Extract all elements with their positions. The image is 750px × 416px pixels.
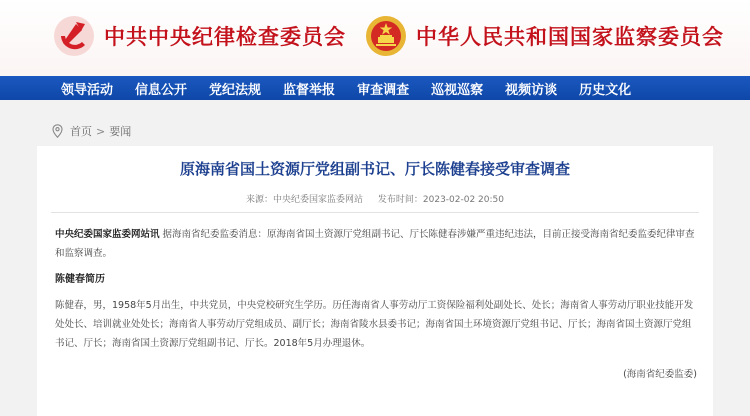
breadcrumb-current-link[interactable]: 要闻	[109, 125, 132, 138]
nav-item-info-disclosure[interactable]: 信息公开	[135, 82, 188, 98]
communist-party-emblem-icon	[52, 14, 96, 58]
breadcrumb-separator: >	[96, 124, 106, 138]
article-paragraph-2: 陈健春，男，1958年5月出生，中共党员，中央党校研究生学历。历任海南省人事劳动厅工资保险福利处副处长、处长；海南省人事劳动厅职业技能开发处处长、培训就业处处长；海南省人事劳动厅党组成员、副厅长；海南省陵水县委书记；海南省国土环境资源厅党组书记、厅长；海南省国土资源厅党组书记、厅长；海南省国土资源厅党组副书记、厅长。2018年5月办理退休。	[55, 300, 694, 349]
resume-heading: 陈健春简历	[55, 274, 105, 285]
article-source: 来源：中央纪委国家监委网站	[246, 195, 364, 205]
article-title: 原海南省国土资源厅党组副书记、厅长陈健春接受审查调查	[179, 160, 570, 178]
national-emblem-icon	[364, 14, 408, 58]
paragraph-1-text: 据海南省纪委监委消息：原海南省国土资源厅党组副书记、厅长陈健春涉嫌严重违纪违法，目前正接受海南省纪委监委纪律审查和监察调查。	[55, 229, 695, 259]
article-card	[37, 146, 713, 416]
nav-item-inspection[interactable]: 巡视巡察	[431, 82, 484, 98]
article-paragraph-1	[55, 225, 695, 263]
nav-item-report[interactable]: 监督举报	[283, 82, 336, 98]
brand-left[interactable]	[52, 14, 346, 58]
article-source-footer: (海南省纪委监委)	[623, 369, 697, 380]
dateline-lead: 中央纪委国家监委网站讯	[55, 229, 160, 240]
nav-item-leadership[interactable]: 领导活动	[61, 82, 114, 98]
nsc-name: 中华人民共和国国家监察委员会	[416, 24, 724, 49]
breadcrumb-home-link[interactable]: 首页	[70, 125, 92, 138]
cpc-ccdi-name: 中共中央纪律检查委员会	[104, 24, 346, 49]
location-pin-icon	[52, 124, 63, 138]
site-header	[0, 0, 750, 76]
nav-item-history[interactable]: 历史文化	[579, 82, 632, 98]
article-publish-time: 发布时间：2023-02-02 20:50	[377, 195, 504, 205]
main-nav	[0, 76, 750, 100]
breadcrumb	[52, 123, 131, 139]
nav-item-investigation[interactable]: 审查调查	[357, 82, 410, 98]
article-meta	[37, 192, 713, 205]
title-divider	[51, 212, 699, 213]
brand-right[interactable]	[364, 14, 724, 58]
nav-item-regulations[interactable]: 党纪法规	[209, 82, 262, 98]
nav-item-video[interactable]: 视频访谈	[505, 82, 558, 98]
